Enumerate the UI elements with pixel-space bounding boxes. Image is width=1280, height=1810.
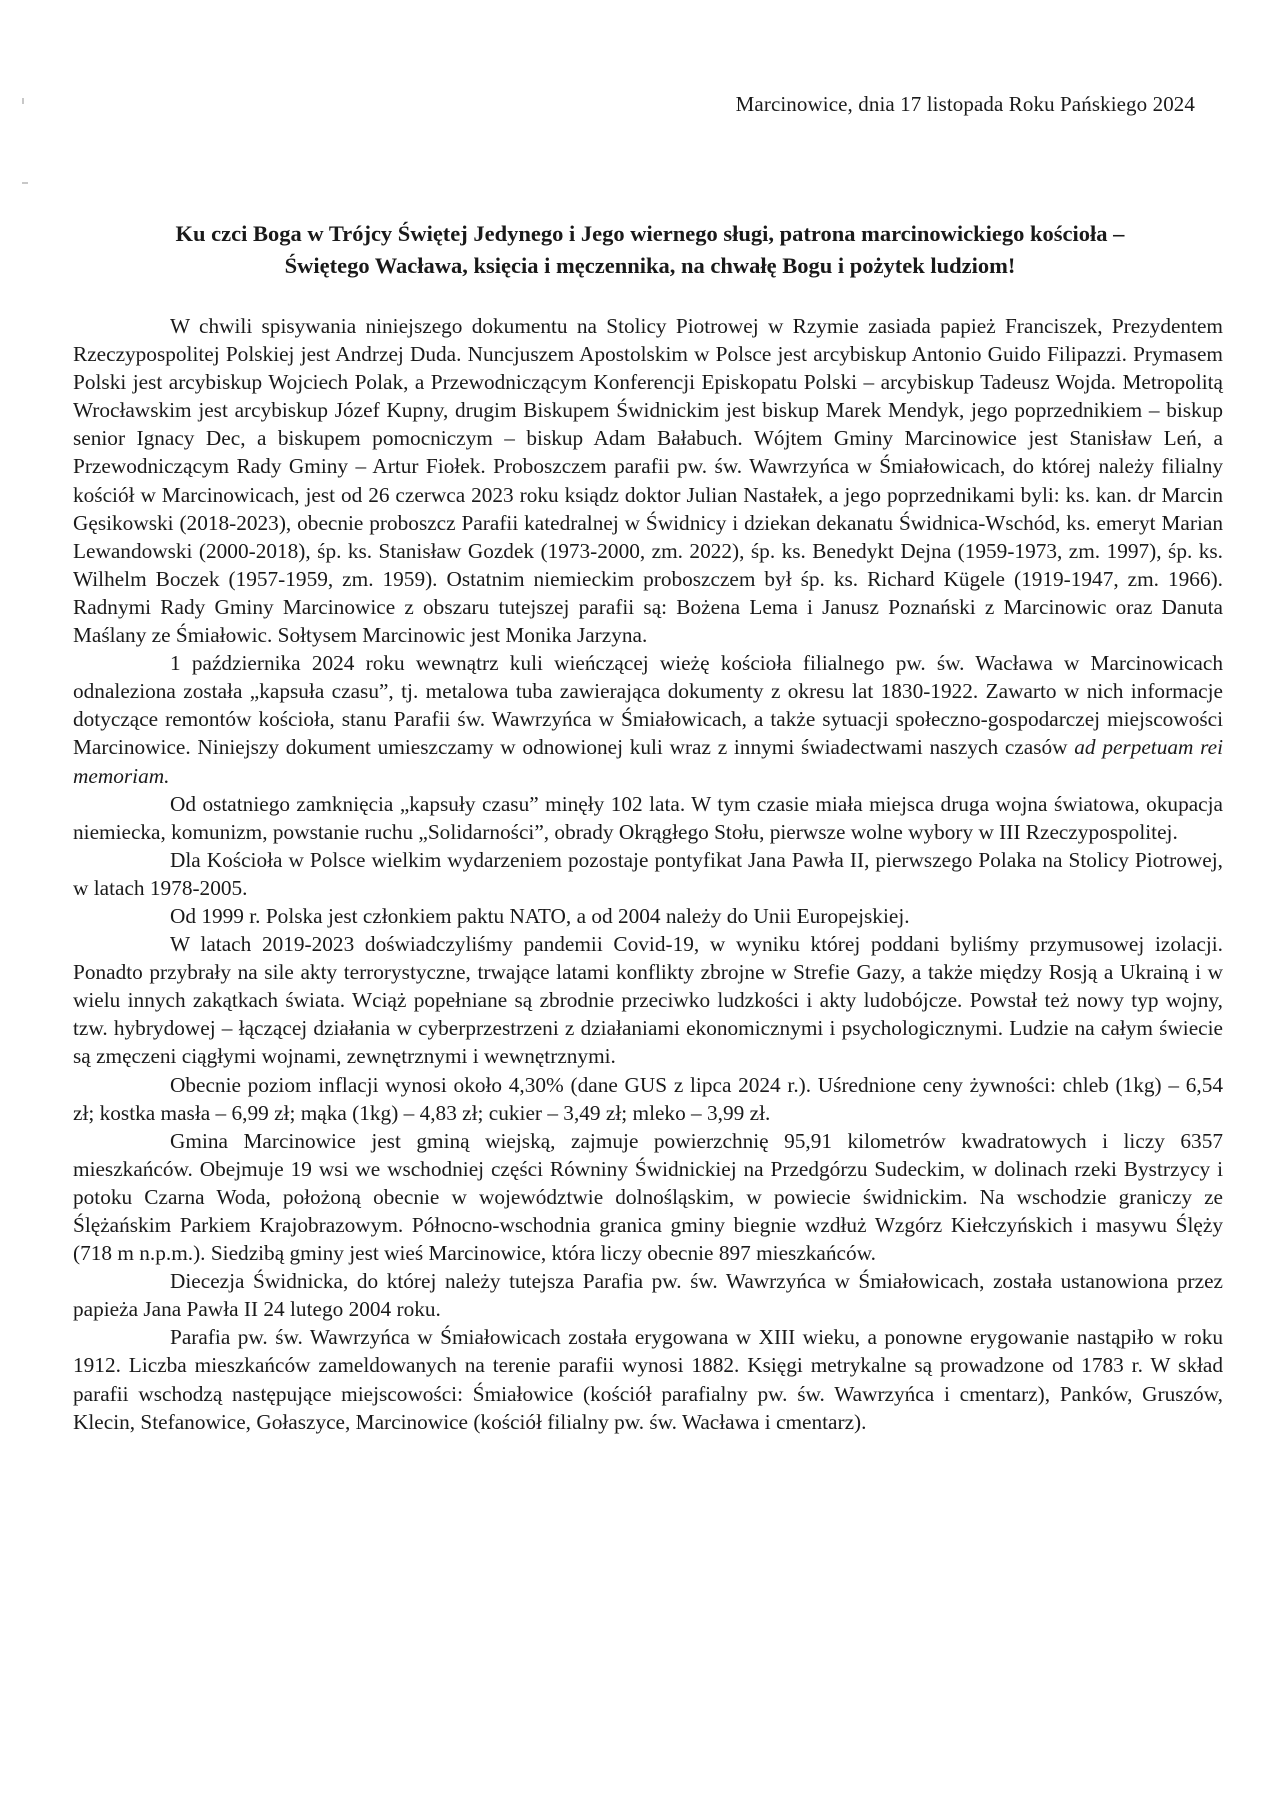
paragraph-diocese: Diecezja Świdnicka, do której należy tutejsza Parafia pw. św. Wawrzyńca w Śmiałowicach, została ustanowiona przez papieża Jana Pawła II 24 lutego 2004 roku. (73, 1269, 1223, 1322)
paragraph-nato-eu: Od 1999 r. Polska jest członkiem paktu NATO, a od 2004 należy do Unii Europejskiej. (170, 903, 910, 928)
paragraph-officials: W chwili spisywania niniejszego dokumentu na Stolicy Piotrowej w Rzymie zasiada papież Franciszek, Prezydentem Rzeczypospolitej Polskiej jest Andrzej Duda. Nuncjuszem Apostolskim w Polsce jest arcybiskup Antonio Guido Filipazzi. Prymasem Polski jest arcybiskup Wojciech Polak, a Przewodniczącym Konferencji Episkopatu Polski – arcybiskup Tadeusz Wojda. Metropolitą Wrocławskim jest arcybiskup Józef Kupny, drugim Biskupem Świdnickim jest biskup Marek Mendyk, jego poprzednikiem – biskup senior Ignacy Dec, a biskupem pomocniczym – biskup Adam Bałabuch. Wójtem Gminy Marcinowice jest Stanisław Leń, a Przewodniczącym Rady Gminy – Artur Fiołek. Proboszczem parafii pw. św. Wawrzyńca w Śmiałowicach, do której należy filialny kościół w Marcinowicach, jest od 26 czerwca 2023 roku ksiądz doktor Julian Nastałek, a jego poprzednikami byli: ks. kan. dr Marcin Gęsikowski (2018-2023), obecnie proboszcz Parafii katedralnej w Świdnicy i dziekan dekanatu Świdnica-Wschód, ks. emeryt Marian Lewandowski (2000-2018), śp. ks. Stanisław Gozdek (1973-2000, zm. 2022), śp. ks. Benedykt Dejna (1959-1973, zm. 1997), śp. ks. Wilhelm Boczek (1957-1959, zm. 1959). Ostatnim niemieckim proboszczem był śp. ks. Richard Kügele (1919-1947, zm. 1966). Radnymi Rady Gminy Marcinowice z obszaru tutejszej parafii są: Bożena Lema i Janusz Poznański z Marcinowic oraz Danuta Maślany ze Śmiałowic. Sołtysem Marcinowic jest Monika Jarzyna. (73, 314, 1223, 648)
paragraph-inflation: Obecnie poziom inflacji wynosi około 4,30% (dane GUS z lipca 2024 r.). Uśrednione ceny żywności: chleb (1kg) – 6,54 zł; kostka masła – 6,99 zł; mąka (1kg) – 4,83 zł; cukier – 3,49 zł; mleko – 3,99 zł. (73, 1072, 1223, 1125)
paragraph-time-capsule (73, 649, 1223, 789)
document-heading (80, 218, 1220, 282)
document-body (73, 312, 1223, 1436)
scan-mark-top (22, 98, 24, 104)
heading-line-2: Świętego Wacława, księcia i męczennika, na chwałę Bogu i pożytek ludziom! (284, 253, 1016, 278)
paragraph-parish: Parafia pw. św. Wawrzyńca w Śmiałowicach została erygowana w XIII wieku, a ponowne erygowanie nastąpiło w roku 1912. Liczba mieszkańców zameldowanych na terenie parafii wynosi 1882. Księgi metrykalne są prowadzone od 1783 r. W skład parafii wschodzą następujące miejscowości: Śmiałowice (kościół parafialny pw. św. Wawrzyńca i cmentarz), Panków, Gruszów, Klecin, Stefanowice, Gołaszyce, Marcinowice (kościół filialny pw. św. Wacława i cmentarz). (73, 1325, 1223, 1434)
paragraph-time-capsule-text: 1 października 2024 roku wewnątrz kuli wieńczącej wieżę kościoła filialnego pw. św. Wacława w Marcinowicach odnaleziona została „kapsuła czasu”, tj. metalowa tuba zawierająca dokumenty z okresu lat 1830-1922. Zawarto w nich informacje dotyczące remontów kościoła, stanu Parafii św. Wawrzyńca w Śmiałowicach, a także sytuacji społeczno-gospodarczej miejscowości Marcinowice. Niniejszy dokument umieszczamy w odnowionej kuli wraz z innymi świadectwami naszych czasów (73, 651, 1223, 760)
paragraph-pontificate: Dla Kościoła w Polsce wielkim wydarzeniem pozostaje pontyfikat Jana Pawła II, pierwszego Polaka na Stolicy Piotrowej, w latach 1978-2005. (73, 847, 1223, 900)
paragraph-pandemic: W latach 2019-2023 doświadczyliśmy pandemii Covid-19, w wyniku której poddani byliśmy przymusowej izolacji. Ponadto przybrały na sile akty terrorystyczne, trwające latami konflikty zbrojne w Strefie Gazy, a także między Rosją a Ukrainą i w wielu innych zakątkach świata. Wciąż popełniane są zbrodnie przeciwko ludzkości i akty ludobójcze. Powstał też nowy typ wojny, tzw. hybrydowej – łączącej działania w cyberprzestrzeni z działaniami ekonomicznymi i psychologicznymi. Ludzie na całym świecie są zmęczeni ciągłymi wojnami, zewnętrznymi i wewnętrznymi. (73, 932, 1223, 1069)
scan-mark-left (22, 182, 28, 184)
date-line: Marcinowice, dnia 17 listopada Roku Pańskiego 2024 (735, 92, 1195, 116)
paragraph-history: Od ostatniego zamknięcia „kapsuły czasu” minęły 102 lata. W tym czasie miała miejsca druga wojna światowa, okupacja niemiecka, komunizm, powstanie ruchu „Solidarności”, obrady Okrągłego Stołu, pierwsze wolne wybory w III Rzeczypospolitej. (73, 791, 1223, 844)
latin-phrase: ad perpetuam rei memoriam. (73, 735, 1224, 788)
paragraph-municipality: Gmina Marcinowice jest gminą wiejską, zajmuje powierzchnię 95,91 kilometrów kwadratowych i liczy 6357 mieszkańców. Obejmuje 19 wsi we wschodniej części Równiny Świdnickiej na Przedgórzu Sudeckim, w dolinach rzeki Bystrzycy i potoku Czarna Woda, położoną obecnie w województwie dolnośląskim, w powiecie świdnickim. Na wschodzie graniczy ze Ślężańskim Parkiem Krajobrazowym. Północno-wschodnia granica gminy biegnie wzdłuż Wzgórz Kiełczyńskich i masywu Ślęży (718 m n.p.m.). Siedzibą gminy jest wieś Marcinowice, która liczy obecnie 897 mieszkańców. (73, 1128, 1223, 1266)
heading-line-1: Ku czci Boga w Trójcy Świętej Jedynego i Jego wiernego sługi, patrona marcinowickiego kościoła – (175, 221, 1125, 246)
